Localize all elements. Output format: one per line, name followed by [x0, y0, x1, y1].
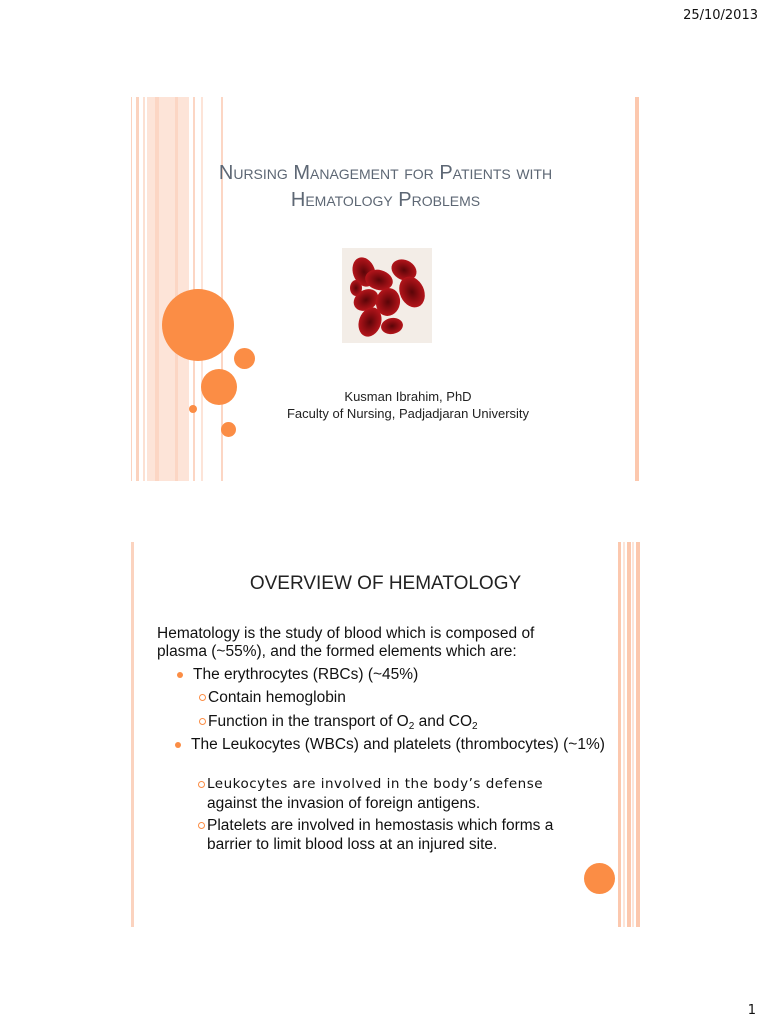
author-block — [191, 388, 625, 422]
stripe — [143, 97, 145, 481]
stripe — [175, 97, 178, 481]
subbullet-text-cont: barrier to limit blood loss at an injured site. — [207, 836, 498, 853]
ring-bullet — [199, 694, 206, 701]
date-stamp: 25/10/2013 — [683, 8, 758, 23]
red-blood-cells-image — [342, 248, 432, 343]
page-number: 1 — [747, 1003, 756, 1018]
intro-paragraph: Hematology is the study of blood which is composed of plasma (~55%), and the formed elements which are: — [157, 625, 535, 660]
stripe — [155, 97, 159, 481]
stripe — [136, 97, 139, 481]
stripe — [636, 542, 640, 927]
subbullet-leukocytes-defense — [198, 775, 543, 813]
slide-title-text — [161, 160, 610, 214]
stripe — [635, 97, 639, 481]
subbullet-text: Function in the transport of $O_2$ and $CO_2$ — [208, 713, 478, 732]
bullet-dot — [177, 672, 183, 678]
stripe — [627, 542, 631, 927]
stripe — [618, 542, 621, 927]
author-affiliation: Faculty of Nursing, Padjadjaran University — [286, 406, 530, 421]
bullet-erythrocytes — [175, 666, 605, 684]
bullet-leukocytes — [173, 736, 613, 754]
subbullet-text: Contain hemoglobin — [208, 689, 346, 706]
subbullet-text: Platelets are involved in hemostasis which forms a — [207, 817, 554, 834]
subbullet-text-cont: against the invasion of foreign antigens. — [207, 795, 481, 812]
bullet-dot — [175, 742, 181, 748]
ring-bullet — [198, 781, 205, 788]
author-name: Kusman Ibrahim, PhD — [344, 389, 472, 404]
title-line-1: Nursing Management for Patients with — [218, 162, 553, 184]
ring-bullet — [199, 718, 206, 725]
decor-circle — [584, 863, 615, 894]
bullet-list — [175, 666, 605, 684]
stripe — [131, 97, 132, 481]
decor-circle-small — [221, 422, 236, 437]
title-line-2: Hematology Problems — [290, 189, 481, 211]
stripe — [131, 542, 134, 927]
stripe — [147, 97, 189, 481]
slide-title — [131, 97, 640, 481]
subbullet-transport — [199, 712, 478, 731]
subbullet-platelets — [198, 816, 553, 854]
slide-heading: OVERVIEW OF HEMATOLOGY — [249, 573, 522, 594]
slide-overview — [131, 542, 640, 927]
decor-circle-large — [162, 289, 234, 361]
bullet-text: The Leukocytes (WBCs) and platelets (thrombocytes) (~1%) — [191, 736, 605, 753]
bullet-text: The erythrocytes (RBCs) (~45%) — [193, 666, 419, 683]
ring-bullet — [198, 822, 205, 829]
stripe — [632, 542, 634, 927]
subbullet-text: Leukocytes are involved in the body’s defense — [207, 776, 544, 792]
stripe — [623, 542, 625, 927]
subbullet-hemoglobin — [199, 688, 346, 707]
decor-circle-small — [234, 348, 255, 369]
bullet-list — [173, 736, 613, 754]
